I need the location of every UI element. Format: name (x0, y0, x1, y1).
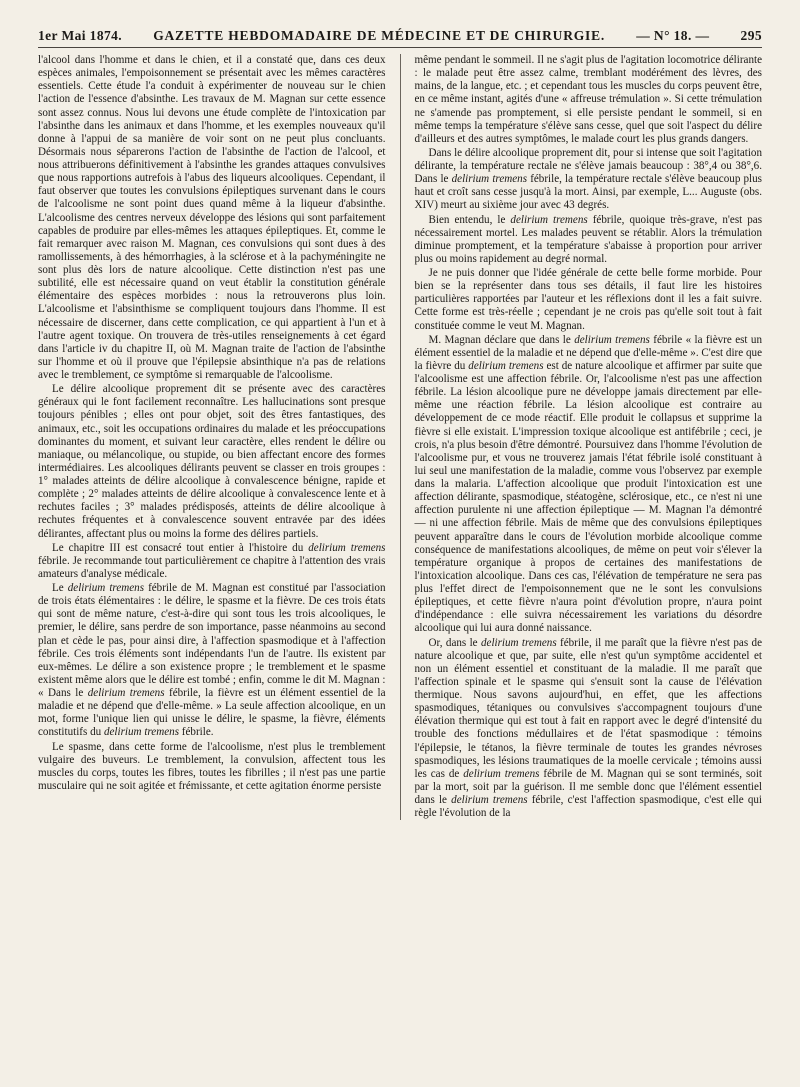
latin-term: delirium tremens (451, 794, 528, 806)
latin-term: delirium tremens (308, 541, 386, 554)
text-columns (38, 54, 762, 820)
journal-title: GAZETTE HEBDOMADAIRE DE MÉDECINE ET DE CHIRURGIE. (153, 28, 606, 43)
page-number: 295 (740, 28, 762, 43)
paragraph: Or, dans le delirium tremens fébrile, il me paraît que la fièvre n'est pas de nature alcoolique et que, par suite, elle n'est qu'un symptôme accidentel et non un élément essentiel et constituant de la maladie. Il me paraît que l'affection spinale et le spasme qui s'ensuit sont la cause de l'élévation thermique. Nous savons aujourd'hui, en effet, que les affections spasmodiques, tétaniques ou convulsives s'accompagnent toujours d'une élévation thermique qui est tout à fait en rapport avec le degré d'intensité du trouble des fonctions médullaires et de l'état spasmodique : témoins l'épilepsie, le tétanos, la fièvre terminale de toutes les grandes névroses spasmodiques, les lésions traumatiques de la moelle cervicale ; témoins aussi les cas de delirium tremens fébrile de M. Magnan qui se sont terminés, soit par la mort, soit par la guérison. Il me semble donc que l'élément essentiel dans le delirium tremens fébrile, c'est l'affection spasmodique, c'est elle qui règle l'évolution de la (414, 636, 763, 820)
running-header (38, 28, 762, 48)
paragraph: Je ne puis donner que l'idée générale de cette belle forme morbide. Pour bien se la représenter dans tous ses détails, il faut lire les histoires particulières rapportées par l'auteur et les réflexions dont il les a fait suivre. Cette forme est très-réelle ; cependant je ne crois pas qu'elle soit tout à fait constituée comme le veut M. Magnan. (414, 267, 762, 332)
latin-term: delirium tremens (451, 173, 528, 186)
latin-term: delirium tremens (463, 767, 540, 780)
paragraph: l'alcool dans l'homme et dans le chien, et il a constaté que, dans ces deux espèces animales, l'empoisonnement se présentait avec les mêmes caractères essentiels. Cette étude l'a conduit à expérimenter de nouveau sur le chien l'action de l'essence d'absinthe. Les travaux de M. Magnan sur cette essence sont assez connus. Nous lui devons une étude complète de l'intoxication par l'absinthe dans les animaux et dans l'homme, et les exemples nouveaux qu'il donne à l'appui de sa manière de voir sont on ne peut plus concluants. Désormais nous séparerons l'action de l'absinthe de l'action de l'alcool, et nous attribuerons définitivement à l'absinthe les grandes attaques convulsives que nous rapportions autrefois à l'abus des liqueurs alcooliques. Cependant, il faut observer que toutes les convulsions épileptiques survenant dans le cours de l'alcoolisme ne sont point dues quand même à la liqueur d'absinthe. L'alcoolisme des centres nerveux développe des lésions qui sont parfaitement capables de produire par elles-mêmes les attaques épileptiques. Et, comme le fait remarquer avec raison M. Magnan, ces convulsions qui sont dues à des ramollissements, à des hémorrhagies, à la sclérose et à la pachyméningite ne sont plus dès lors de nature alcoolique. Cette distinction n'est pas une subtilité, elle est nécessaire quand on veut établir la constitution générale élémentaire des espèces morbides : nous la retrouverons plus loin. L'alcoolisme et l'absinthisme se compliquent toujours dans l'homme. Il est nécessaire de discerner, dans cette complication, ce qui appartient à l'un et à l'autre agent toxique. On trouvera de très-utiles renseignements à cet égard dans l'article iv du chapitre II, où M. Magnan traite de l'action de l'absinthe sur l'homme et où il prouve que l'épilepsie absinthique n'a pas de relations avec le tremblement, ce symptôme si remarquable de l'alcoolisme. (38, 54, 386, 381)
paragraph: Bien entendu, le delirium tremens fébrile, quoique très-grave, n'est pas nécessairement mortel. Les malades peuvent se rétablir. Alors la trémulation diminue promptement, et la température s'abaisse à proportion pour arriver plus ou moins rapidement au degré normal. (414, 213, 763, 265)
latin-term: delirium tremens (468, 359, 544, 372)
issue-number: — N° 18. — (636, 28, 710, 43)
latin-term: delirium tremens (574, 333, 650, 346)
paragraph: Dans le délire alcoolique proprement dit, pour si intense que soit l'agitation délirante, la température rectale ne s'élève jamais beaucoup : 38°,4 ou 38°,6. Dans le delirium tremens fébrile, la température rectale s'élève beaucoup plus haut et croît sans cesse jusqu'à la mort. Ainsi, par exemple, L... Auguste (obs. XIV) meurt au sixième jour avec 43 degrés. (414, 146, 763, 212)
latin-term: delirium tremens (67, 582, 145, 594)
latin-term: delirium tremens (480, 636, 557, 649)
latin-term: delirium tremens (87, 687, 165, 699)
paragraph: Le délire alcoolique proprement dit se présente avec des caractères généraux qui le font facilement reconnaître. Les hallucinations sont presque toujours pénibles ; elles ont pour objet, soit des êtres fantastiques, des animaux, etc., soit les occupations ordinaires du malade et les préoccupations dominantes du moment, et suivant leur caractère, elles rendent le délire ou maniaque, ou mélancolique, ou stupide, ou bien affectant encore des formes intermédiaires. Les alcooliques délirants peuvent se classer en trois groupes : 1° malades atteints de délire alcoolique à convalescence bénigne, rapide et complète ; 2° malades atteints de délire alcoolique à convalescence lente et à rechutes faciles ; 3° malades prédisposés, atteints de délire alcoolique à rechutes fréquentes et à convalescence souvent entravée par des idées délirantes, affectant plus ou moins la forme des délires partiels. (38, 383, 386, 540)
left-column (38, 54, 386, 820)
issue-date: 1er Mai 1874. (38, 28, 123, 43)
latin-term: delirium tremens (103, 726, 180, 739)
paragraph: Le delirium tremens fébrile de M. Magnan est constitué par l'association de trois états élémentaires : le délire, le spasme et la fièvre. De ces trois états qui sont de même nature, c'est-à-dire qui sont tous les trois alcooliques, le premier, le délire, sans perdre de son importance, passe néanmoins au second plan et cède le pas, pour ainsi dire, à l'affection spasmodique et à l'affection fébrile. Ces trois éléments sont indépendants l'un de l'autre. Ils existent par eux-mêmes. Le délire a son existence propre ; le tremblement et le spasme existent même alors que le délire est tombé ; enfin, comme le dit M. Magnan : « Dans le delirium tremens fébrile, la fièvre est un élément essentiel de la maladie et ne dépend que d'elle-même. » La seule affection alcoolique, en un mot, forme l'unique lien qui unisse le délire, le spasme, la fièvre, éléments constitutifs du delirium tremens fébrile. (38, 582, 386, 739)
paragraph: Le spasme, dans cette forme de l'alcoolisme, n'est plus le tremblement vulgaire des buveurs. Le tremblement, la convulsion, affectent tous les muscles du corps, toutes les fibres, toutes les fibrilles ; il n'est pas une partie musculaire qui ne soit agitée et frémissante, et cette agitation énorme persiste (38, 740, 386, 792)
paragraph: Le chapitre III est consacré tout entier à l'histoire du delirium tremens fébrile. Je recommande tout particulièrement ce chapitre à l'attention des vrais amateurs d'analyse médicale. (38, 541, 386, 580)
column-divider (400, 54, 401, 820)
paragraph: même pendant le sommeil. Il ne s'agit plus de l'agitation locomotrice délirante : le malade peut être assez calme, tremblant modérément des lèvres, des mains, de la langue, etc. ; et cependant tous les muscles du corps peuvent être, en ce même instant, agités d'une « affreuse trémulation ». Si cette trémulation ne s'amende pas promptement, si elle persiste pendant le sommeil, si en même temps la température s'élève sans cesse, quel que soit l'aspect du délire d'ailleurs et des autres symptômes, le malade court les plus grands dangers. (414, 54, 762, 145)
right-column (415, 54, 763, 820)
latin-term: delirium tremens (510, 213, 588, 226)
paragraph: M. Magnan déclare que dans le delirium tremens fébrile « la fièvre est un élément essentiel de la maladie et ne dépend que d'elle-même ». C'est dire que la fièvre du delirium tremens est de nature alcoolique et affirmer par suite que l'alcoolisme est une affection fébrile. Or, l'alcoolisme n'est pas une affection fébrile. La lésion alcoolique pure ne développe jamais directement par elle-même une réaction fébrile. La lésion alcoolique est contraire au développement de ce mode réactif. Elle produit le collapsus et supprime la fièvre si elle existait. L'impression toxique alcoolique est antifébrile ; ceci, je crois, n'a plus besoin d'être démontré. Poursuivez dans l'homme l'évolution de l'alcoolisme pur, et vous ne trouverez jamais l'état fébrile isolé constituant à lui seul une manifestation de la maladie, comme vous l'observez par exemple dans la malaria. L'affection alcoolique que produit l'intoxication est une affection délirante, spasmodique, stéatogène, sclérosique, etc., ce n'est ni une affection purulente ni une affection épileptique — M. Magnan l'a démontré — ni une affection fébrile. Mais de même que des convulsions épileptiques peuvent apparaître dans le cours de l'évolution morbide alcoolique comme conséquence de manifestations alcooliques, de même on peut voir s'élever la température organique à propos de certaines des manifestations de l'intoxication alcoolique. Dans ces cas, l'élévation de température ne sera pas plus l'effet direct de l'empoisonnement que ne le sont les convulsions épileptiques, et cette fièvre n'aura point d'évolution propre, n'aura point d'indépendance : elle suivra nécessairement les variations du désordre alcoolique qui lui aura donné naissance. (414, 333, 762, 635)
